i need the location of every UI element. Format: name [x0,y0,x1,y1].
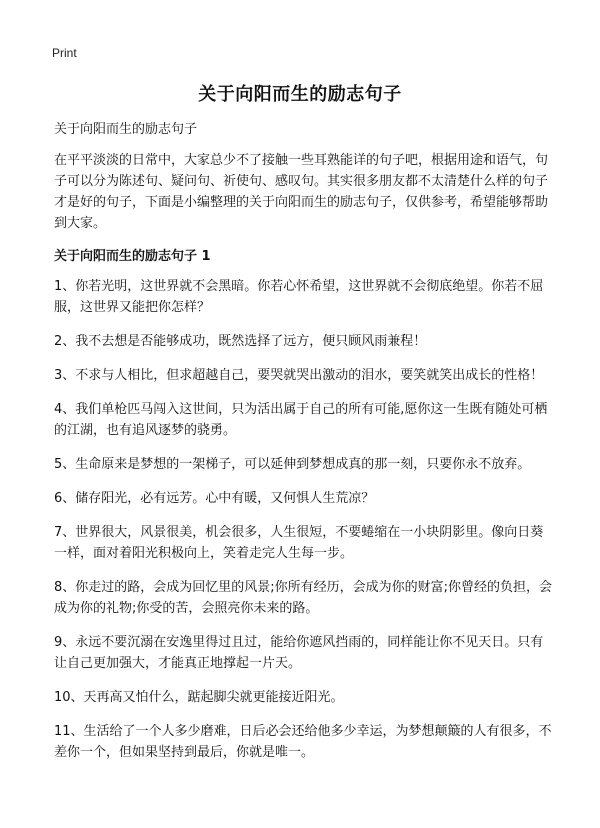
section-heading: 关于向阳而生的励志句子 1 [54,249,211,264]
page-title: 关于向阳而生的励志句子 [198,84,402,105]
list-item: 11、生活给了一个人多少磨难，日后必会还给他多少幸运，为梦想颠簸的人有很多，不差你一个，但如果坚持到最后，你就是唯一。 [54,724,552,760]
list-item: 6、储存阳光，必有远芳。心中有暖，又何惧人生荒凉？ [54,491,375,506]
quote-list [54,276,554,763]
article-subtitle: 关于向阳而生的励志句子 [54,122,198,137]
list-item: 9、永远不要沉溺在安逸里得过且过，能给你遮风挡雨的，同样能让你不见天日。只有让自己更加强大，才能真正地撑起一片天。 [54,635,544,671]
article-body [54,119,554,776]
list-item: 5、生命原来是梦想的一架梯子，可以延伸到梦想成真的那一刻，只要你永不放弃。 [54,457,531,472]
list-item: 1、你若光明，这世界就不会黑暗。你若心怀希望，这世界就不会彻底绝望。你若不屈服，这世界又能把你怎样？ [54,279,544,315]
print-link[interactable]: Print [52,46,77,60]
list-item: 10、天再高又怕什么，踮起脚尖就更能接近阳光。 [54,690,344,705]
intro-paragraph: 在平平淡淡的日常中，大家总少不了接触一些耳熟能详的句子吧，根据用途和语气，句子可以分为陈述句、疑问句、祈使句、感叹句。其实很多朋友都不太清楚什么样的句子才是好的句子，下面是小编整理的关于向阳而生的励志句子，仅供参考，希望能够帮助到大家。 [54,153,549,231]
list-item: 8、你走过的路，会成为回忆里的风景;你所有经历，会成为你的财富;你曾经的负担，会成为你的礼物;你受的苦，会照亮你未来的路。 [54,580,553,616]
list-item: 7、世界很大，风景很美，机会很多，人生很短，不要蜷缩在一小块阴影里。像向日葵一样，面对着阳光积极向上，笑着走完人生每一步。 [54,525,544,561]
list-item: 4、我们单枪匹马闯入这世间，只为活出属于自己的所有可能,愿你这一生既有随处可栖的江湖，也有追风逐梦的骁勇。 [54,402,548,438]
list-item: 2、我不去想是否能够成功，既然选择了远方，便只顾风雨兼程！ [54,334,427,349]
list-item: 3、不求与人相比，但求超越自己，要哭就哭出激动的泪水，要笑就笑出成长的性格！ [54,368,544,383]
